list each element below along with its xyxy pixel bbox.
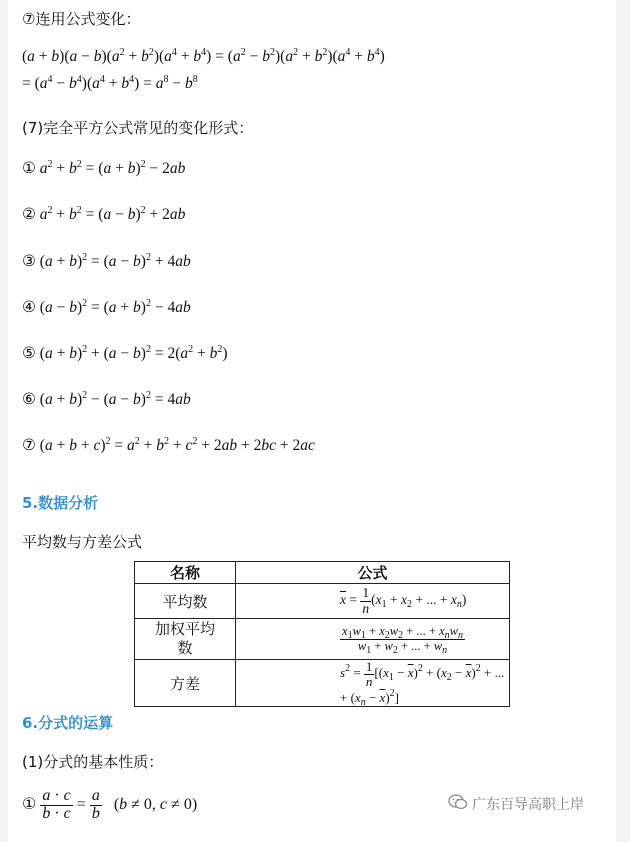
circled-number: ①: [22, 160, 36, 177]
fraction: $\frac{1}{n}$: [362, 585, 370, 616]
formula-1: ① $a^2 + b^2 = (a + b)^2 - 2ab$: [22, 159, 186, 177]
watermark: [448, 794, 584, 814]
circled-number: ⑥: [22, 391, 36, 408]
table-row: [135, 584, 510, 619]
section5-subtitle: 平均数与方差公式: [22, 533, 143, 551]
circled-number: ①: [22, 795, 37, 813]
formula-chain-line2: = $(a^4 - b^4)(a^4 + b^4) = a^8 - b^8$: [22, 74, 198, 92]
weighted-mean-label-line1: 加权平均: [154, 620, 215, 638]
formula-7: ⑦ $(a + b + c)^2 = a^2 + b^2 + c^2 + 2ab + 2bc + 2ac$: [22, 436, 315, 454]
item7-title: ⑦连用公式变化：: [22, 10, 141, 28]
weighted-mean-label-line2: 数: [177, 639, 193, 657]
fraction: $\frac{1}{n}$: [365, 659, 373, 689]
weighted-mean-formula: [340, 624, 465, 656]
formula-4: ④ $(a - b)^2 = (a + b)^2 - 4ab$: [22, 298, 191, 316]
mean-formula: $\overline{x}$ = $\frac{1}{n}$ ($x_1 + x_2$ + ... + $x_n$): [340, 585, 467, 616]
formula-5: ⑤ $(a + b)^2 + (a - b)^2 = 2(a^2 + b^2)$: [22, 344, 228, 362]
table-cell-formula: [236, 619, 510, 660]
table-row: [135, 619, 510, 660]
section6-title: 6.分式的运算: [22, 714, 114, 732]
section5-title: 5.数据分析: [22, 494, 99, 512]
section7-title: (7)完全平方公式常见的变化形式：: [22, 119, 254, 137]
table-cell-formula: [236, 660, 510, 707]
section6-subtitle: (1)分式的基本性质：: [22, 753, 164, 771]
table-cell-name: 方差: [135, 660, 236, 707]
variance-formula: $s^2$ = $\frac{1}{n}$ [$(x_1 - \overline{x})^2 + (x_2 - \overline{x})^2$ + ... + $(x_n - \overline{x})^2$]: [340, 659, 505, 709]
table-header-formula: 公式: [236, 562, 510, 584]
fraction: $\frac{x_1w_1 + x_2w_2 + ... + x_nw_n}{w_1 + w_2 + ... + w_n}$: [342, 624, 464, 656]
table-cell-name: [135, 619, 236, 660]
circled-number: ③: [22, 253, 36, 270]
circled-number: ②: [22, 206, 36, 223]
circled-number: ④: [22, 299, 36, 316]
table-header-name: 名称: [135, 562, 236, 584]
table-cell-formula: [236, 584, 510, 619]
fraction: $\frac{a \cdot c}{b \cdot c}$: [42, 787, 71, 822]
document-page: [8, 0, 616, 842]
formula-table: [134, 561, 510, 707]
wechat-icon: [448, 794, 468, 814]
formula-chain-line1: $(a + b)(a - b)(a^2 + b^2)(a^4 + b^4) = (a^2 - b^2)(a^2 + b^2)(a^4 + b^4)$: [22, 47, 385, 65]
table-header-row: [135, 562, 510, 584]
watermark-text: 广东百导高职上岸: [472, 797, 584, 813]
table-row: [135, 660, 510, 707]
circled-number: ⑤: [22, 345, 36, 362]
table-cell-name: 平均数: [135, 584, 236, 619]
circled-number: ⑦: [22, 437, 36, 454]
formula-2: ② $a^2 + b^2 = (a - b)^2 + 2ab$: [22, 205, 186, 223]
formula-3: ③ $(a + b)^2 = (a - b)^2 + 4ab$: [22, 252, 191, 270]
formula-6: ⑥ $(a + b)^2 - (a - b)^2 = 4ab$: [22, 390, 191, 408]
fraction-property-formula: ① $\frac{a \cdot c}{b \cdot c}$ = $\frac{a}{b}$ (b ≠ 0, c ≠ 0): [22, 787, 198, 822]
fraction: $\frac{a}{b}$: [91, 787, 100, 822]
